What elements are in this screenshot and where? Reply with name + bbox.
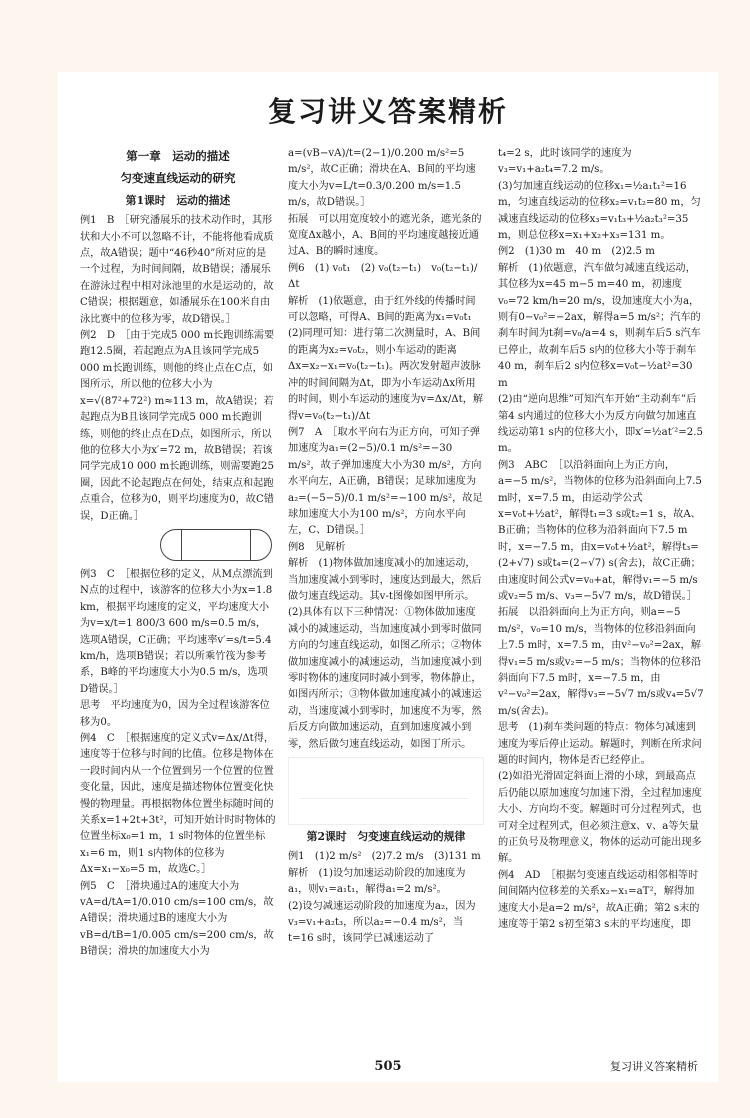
analysis-paragraph: (2)同理可知：进行第二次测量时，A、B间的距离为x₂=v₀t₂，则小车运动的距离Δx=x₂−x₁=v₀(t₂−t₁)。两次发射超声波脉冲的时间间隔为Δt，即为小车运动Δx所用的时间，则小车运动的速度为v=Δx/Δt，解得v=v₀(t₂−t₁)/Δt xyxy=(288,328,484,422)
analysis-paragraph: (2)由“逆向思维”可知汽车开始“主动刹车”后第4 s内通过的位移大小为反方向做匀加速直线运动第1 s内的位移大小，即x′=½at′²=2.5 m。 xyxy=(498,394,703,455)
lesson-heading: 第1课时 运动的描述 xyxy=(125,193,231,207)
answer-paragraph: t₄=2 s，此时该同学的速度为v₃=v₁+a₂t₄=7.2 m/s。 xyxy=(498,148,632,176)
thinking-paragraph: 思考 (1)刹车类问题的特点：物体匀减速到速度为零后停止运动。解题时，判断在所求问题的时间内，物体是否已经停止。 xyxy=(498,722,702,767)
answer-paragraph: 例4 C ［根据速度的定义式v=Δx/Δt得，速度等于位移与时间的比值。位移是物体在一段时间内从一个位置到另一个位置的位置变化量，因此，速度是描述物体位置变化快慢的物理量。再根据物体位置坐标随时间的关系x=1+2t+3t²，可知开始计时时物体的位置坐标x₀=1 m，1 s时物体的位置坐标x₁=6 m，则1 s内物体的位移为Δx=x₁−x₀=5 m，故选C。］ xyxy=(80,733,276,876)
answer-paragraph: 例3 ABC ［以沿斜面向上为正方向，a=−5 m/s²，当物体的位移为沿斜面向上7.5 m时，x=7.5 m，由运动学公式x=v₀t+½at²，解得t₁=3 s或t₂=1 s，故A、B正确；当物体的位移为沿斜面向下7.5 m时，x=−7.5 m，由x=v₀t+½at²，解得t₃=(2+√7) s或t₄=(2−√7) s(舍去)，故C正确；由速度时间公式v=v₀+at，解得v₁=−5 m/s或v₂=5 m/s、v₃=−5√7 m/s，故D错误。］ xyxy=(498,459,702,602)
thinking-paragraph: (2)如沿光滑固定斜面上滑的小球，到最高点后仍能以原加速度匀加速下滑，全过程加速度大小、方向均不变。解题时可分过程列式，也可对全过程列式，但必须注意x、v、a等矢量的正负号及物理意义，物体的运动可能出现多解。 xyxy=(498,771,702,865)
extension-paragraph: 拓展 可以用宽度较小的遮光条，遮光条的宽度Δx越小，A、B间的平均速度越接近通过A、B的瞬时速度。 xyxy=(288,213,482,258)
answer-paragraph: 例8 见解析 xyxy=(288,541,346,553)
answer-paragraph: a=(vB−vA)/t=(2−1)/0.200 m/s²=5 m/s²，故C正确；滑块在A、B间的平均速度大小为v=L/t=0.3/0.200 m/s=1.5 m/s，故D错误。］ xyxy=(288,148,476,209)
analysis-paragraph: (2)具体有以下三种情况：①物体做加速度减小的减速运动，当加速度减小到零时做同方向的匀速直线运动，如图乙所示；②物体做加速度减小的减速运动，当加速度减小到零时物体的速度同时减小到零，物体静止，如图丙所示；③物体做加速度减小的减速运动，当速度减小到零时，加速度不为零，然后反方向做加速运动，直到加速度减小到零，然后做匀速直线运动，如图丁所示。 xyxy=(288,607,482,750)
column-left xyxy=(80,146,276,961)
chapter-heading: 第一章 运动的描述 xyxy=(126,149,230,163)
document-page xyxy=(58,72,718,1082)
section-heading: 匀变速直线运动的研究 xyxy=(120,171,236,186)
answer-paragraph: 例2 D ［由于完成5 000 m长跑训练需要跑12.5圈，若起跑点为A且该同学完成5 000 m长跑训练，则他的终止点在C点，如图所示，所以他的位移大小为x=√(87²+72²) m≈113 m，故A错误；若起跑点为B且该同学完成5 000 m长跑训练，则他的终止点在D点，如图所示，所以他的位移大小为x′=72 m，故B错误；若该同学完成10 000 m长跑训练，则需要跑25圈，因此不论起跑点在何处，结束点和起跑点重合，位移为0，则平均速度为0，故C错误，D正确。］ xyxy=(80,330,275,522)
thinking-paragraph: 思考 平均速度为0，因为全过程该游客位移为0。 xyxy=(80,700,270,728)
extension-paragraph: 拓展 以沿斜面向上为正方向，则a=−5 m/s²，v₀=10 m/s，当物体的位移沿斜面向上7.5 m时，x=7.5 m，由v²−v₀²=2ax，解得v₁=5 m/s或v₂=−5 m/s；当物体的位移沿斜面向下7.5 m时，x=−7.5 m，由v²−v₀²=2ax，解得v₃=−5√7 m/s或v₄=5√7 m/s(舍去)。 xyxy=(498,607,704,717)
answer-paragraph: 例2 (1)30 m 40 m (2)2.5 m xyxy=(498,246,655,258)
analysis-paragraph: 解析 (1)设匀加速运动阶段的加速度为a₁，则v₁=a₁t₁，解得a₁=2 m/s²。 xyxy=(288,867,466,896)
answer-paragraph: (3)匀加速直线运动的位移x₁=½a₁t₁²=16 m，匀速直线运动的位移x₂=v₁t₂=80 m，匀减速直线运动的位移x₃=v₁t₃+½a₂t₃²=35 m，则总位移x=x₁+x₂+x₃=131 m。 xyxy=(498,180,701,242)
vt-graph-figure xyxy=(288,757,484,825)
answer-paragraph: 例1 (1)2 m/s² (2)7.2 m/s (3)131 m xyxy=(288,851,481,863)
analysis-paragraph: 解析 (1)依题意，汽车做匀减速直线运动，其位移为x=45 m−5 m=40 m，初速度v₀=72 km/h=20 m/s，设加速度大小为a，则有0−v₀²=−2ax，解得a=5 m/s²；汽车的刹车时间为t刹=v₀/a=4 s，则刹车后5 s汽车已停止，故刹车后5 s内的位移大小等于刹车40 m，刹车后2 s内位移x=v₀t−½at²=30 m xyxy=(498,262,701,389)
answer-paragraph: 例5 C ［滑块通过A的速度大小为vA=d/tA=1/0.010 cm/s=100 cm/s，故A错误；滑块通过B的速度大小为vB=d/tB=1/0.005 cm/s=200 cm/s，故B错误；滑块的加速度大小为 xyxy=(80,880,274,958)
answer-paragraph: 例1 B ［研究潘展乐的技术动作时，其形状和大小不可以忽略不计，不能将他看成质点，故A错误；题中“46秒40”所对应的是一个过程，为时间间隔，故B错误；潘展乐在游泳过程中相对泳池里的水是运动的，故C错误；根据题意，如潘展乐在100米自由泳比赛中的位移为零，故D错误。］ xyxy=(80,215,274,325)
analysis-paragraph: 解析 (1)物体做加速度减小的加速运动，当加速度减小到零时，速度达到最大，然后做匀速直线运动。其v-t图像如图甲所示。 xyxy=(288,558,482,602)
page-number: 505 xyxy=(374,1059,402,1074)
page-title: 复习讲义答案精析 xyxy=(267,95,508,128)
analysis-paragraph: 解析 (1)依题意，由于红外线的传播时间可以忽略，可得A、B间的距离为x₁=v₀t₁ xyxy=(288,295,476,324)
track-diagram xyxy=(160,529,272,561)
analysis-paragraph: (2)设匀减速运动阶段的加速度为a₂，因为v₃=v₁+a₂t₃，所以a₂=−0.4 m/s²，当t=16 s时，该同学已减速运动了 xyxy=(288,900,476,945)
answer-paragraph: 例4 AD ［根据匀变速直线运动相邻相等时间间隔内位移差的关系x₂−x₁=aT²，解得加速度大小是a=2 m/s²，故A正确；第2 s末的速度等于第2 s初至第3 s末的平均速度，即 xyxy=(498,869,700,931)
running-footer: 复习讲义答案精析 xyxy=(610,1060,698,1073)
column-middle xyxy=(288,146,484,948)
answer-paragraph: 例7 A ［取水平向右为正方向，可知子弹加速度为a₁=(2−5)/0.1 m/s²=−30 m/s²，故子弹加速度大小为30 m/s²，方向水平向左，A正确，B错误；足球加速度为a₂=(−5−5)/0.1 m/s²=−100 m/s²，故足球加速度大小为100 m/s²，方向水平向左，C、D错误。］ xyxy=(288,426,483,537)
column-right xyxy=(498,146,704,934)
answer-paragraph: 例6 (1) v₀t₁ (2) v₀(t₂−t₁) v₀(t₂−t₁)/Δt xyxy=(288,262,478,291)
answer-paragraph: 例3 C ［根据位移的定义，从M点漂流到N点的过程中，该游客的位移大小为x=1.8 km，根据平均速度的定义，平均速度大小为v=x/t=1 800/3 600 m/s=0.5 m/s，选项A错误，C正确；平均速率v′=s/t=5.4 km/h，选项B错误；若以所乘竹筏为参考系，B峰的平均速度大小为0.5 m/s，选项D错误。］ xyxy=(80,568,273,695)
lesson-heading: 第2课时 匀变速直线运动的规律 xyxy=(306,830,466,844)
